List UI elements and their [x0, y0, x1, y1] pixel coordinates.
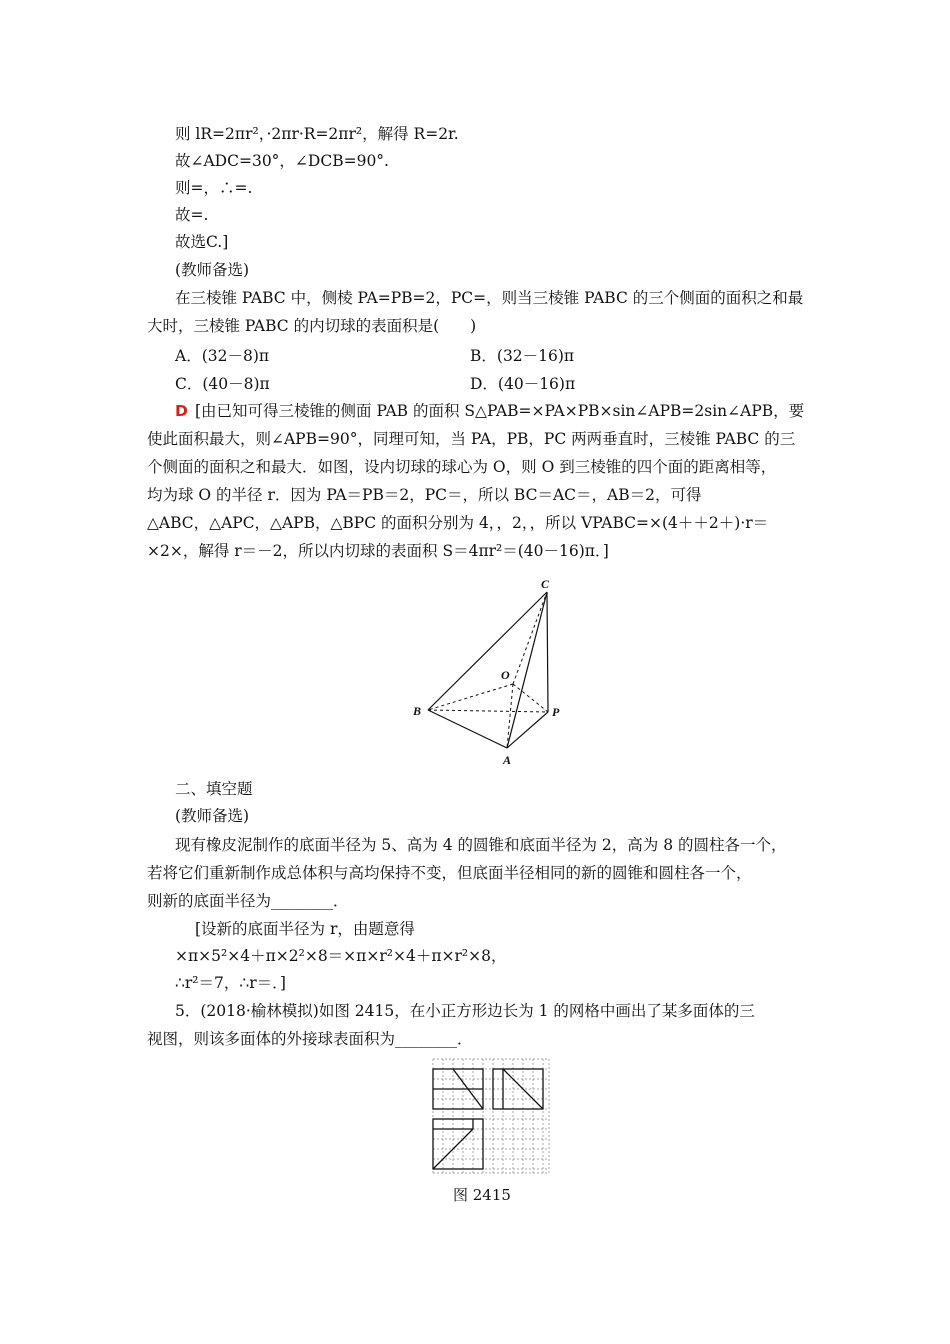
teacher-tag: (教师备选)	[175, 807, 250, 825]
section-title: 二、填空题	[175, 780, 253, 798]
three-view-figure	[430, 1056, 552, 1176]
edge-pa	[507, 712, 548, 748]
label-o: O	[501, 668, 510, 682]
grid	[433, 1059, 549, 1173]
problem-stem: 若将它们重新制作成总体积与高均保持不变，但底面半径相同的新的圆锥和圆柱各一个，	[147, 864, 752, 882]
problem-stem: 视图，则该多面体的外接球表面积为________．	[147, 1030, 473, 1048]
figure-caption: 图 2415	[453, 1186, 511, 1204]
solution-line: 则=，∴=.	[175, 179, 253, 197]
line-op	[513, 684, 548, 712]
edge-ba	[428, 710, 507, 748]
solution-line: 故=.	[175, 206, 209, 224]
solution-line: ×2×，解得 r＝－2，所以内切球的表面积 S＝4πr²＝(40－16)π．]	[147, 542, 609, 560]
solution-line: ×π×5²×4＋π×2²×8＝×π×r²×4＋π×r²×8，	[175, 947, 507, 965]
option-d: D．(40－16)π	[470, 375, 576, 393]
solution-line: ∴r²＝7，∴r＝．]	[175, 974, 286, 992]
solution-line: △ABC，△APC，△APB，△BPC 的面积分别为 4，，2，，所以 VPABC=×(4＋＋2＋)·r＝	[147, 514, 769, 532]
solution-line: 均为球 O 的半径 r．因为 PA＝PB＝2，PC＝，所以 BC＝AC＝，AB＝2，可得	[147, 486, 702, 504]
option-b: B．(32－16)π	[470, 347, 575, 365]
teacher-tag: (教师备选)	[175, 261, 250, 279]
label-c: C	[541, 577, 550, 591]
problem-stem: 在三棱锥 PABC 中，侧棱 PA=PB=2，PC=，则当三棱锥 PABC 的三个侧面的面积之和最	[175, 289, 804, 307]
solution-line: 故选C.]	[175, 233, 229, 251]
solution-line: 故∠ADC=30°，∠DCB=90°.	[175, 152, 389, 170]
edge-ca	[507, 592, 547, 748]
problem-stem: 大时，三棱锥 PABC 的内切球的表面积是( )	[147, 317, 477, 335]
option-c: C．(40－8)π	[175, 375, 270, 393]
label-p: P	[552, 705, 560, 719]
problem-stem: 现有橡皮泥制作的底面半径为 5、高为 4 的圆锥和底面半径为 2，高为 8 的圆柱各一个，	[175, 836, 787, 854]
solution-line: [设新的底面半径为 r，由题意得	[195, 920, 415, 938]
solution-line: 个侧面的面积之和最大．如图，设内切球的球心为 O，则 O 到三棱锥的四个面的距离相等，	[147, 458, 777, 476]
solution-line: [由已知可得三棱锥的侧面 PAB 的面积 S△PAB=×PA×PB×sin∠APB=2sin∠APB，要	[195, 402, 805, 420]
problem-stem: 5．(2018·榆林模拟)如图 2415，在小正方形边长为 1 的网格中画出了某多面体的三	[175, 1002, 755, 1020]
problem-stem: 则新的底面半径为________．	[147, 892, 349, 910]
answer-letter: D	[175, 402, 188, 420]
solution-line: 使此面积最大，则∠APB=90°，同理可知，当 PA，PB，PC 两两垂直时，三棱锥 PABC 的三	[147, 430, 796, 448]
label-b: B	[413, 704, 422, 718]
solution-line: 则 lR=2πr²，·2πr·R=2πr²，解得 R=2r.	[175, 125, 459, 143]
line-oc	[513, 592, 547, 684]
edge-cp	[547, 592, 548, 712]
label-a: A	[503, 753, 512, 767]
option-a: A．(32－8)π	[175, 347, 270, 365]
pyramid-figure	[410, 572, 570, 772]
edge-bp	[428, 710, 548, 712]
